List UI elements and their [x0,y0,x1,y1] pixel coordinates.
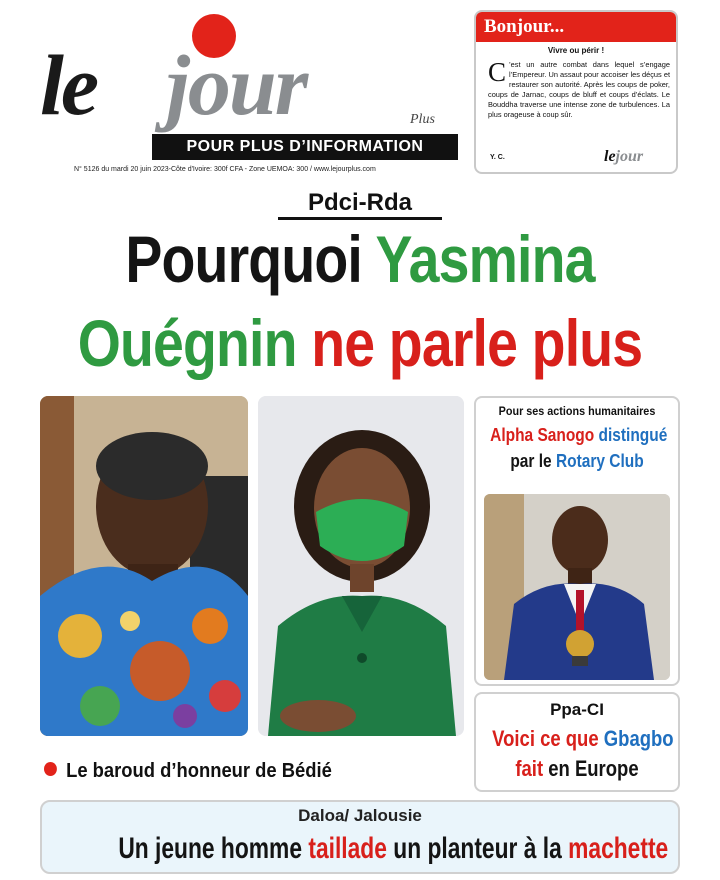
issue-line: N° 5126 du mardi 20 juin 2023-Côte d'Ivoire: 300f CFA - Zone UEMOA: 300 / www.lejourplus.com [74,166,376,173]
ppa-word-gbagbo: Gbagbo [603,726,674,751]
ppa-headline-line1 [492,726,674,751]
photo-bedie[interactable] [40,396,248,736]
headline-word-pourquoi: Pourquoi [125,222,362,296]
alpha-sanogo-box[interactable] [474,396,680,686]
ppa-ci-box[interactable] [474,692,680,792]
red-bullet-icon [44,762,57,776]
ppa-words-voici: Voici ce que [492,726,599,751]
logo-le: le [40,37,97,133]
photo-alpha-illustration [484,494,670,680]
daloa-word-taillade: taillade [308,832,387,865]
logo-plus: Plus [410,112,435,127]
main-kicker: Pdci-Rda [278,188,442,220]
alpha-headline-line2 [490,452,664,470]
main-headline-line2[interactable] [58,306,663,380]
daloa-headline [118,832,669,865]
daloa-story-box[interactable] [40,800,680,874]
photo-alpha-sanogo [484,494,670,680]
bonjour-title: Bonjour... [476,12,676,42]
alpha-word-rotary: Rotary Club [555,451,644,471]
tagline: POUR PLUS D’INFORMATION [152,134,458,160]
alpha-word-distingue: distingué [598,425,668,445]
daloa-kicker: Daloa/ Jalousie [298,806,422,825]
ppa-kicker: Ppa-CI [550,700,604,719]
bonjour-drop-cap: C [488,57,507,87]
ppa-headline-line2 [492,758,662,780]
photo-bedie-illustration [40,396,248,736]
masthead [40,8,460,180]
bonjour-logo [604,148,643,166]
ppa-word-fait: fait [515,756,544,781]
daloa-part3: un planteur à la [393,832,562,865]
alpha-headline-line1 [490,425,668,445]
bonjour-subtitle: Vivre ou périr ! [547,46,605,55]
headline-word-ouegnin: Ouégnin [77,306,297,380]
bonjour-text [488,57,670,120]
alpha-word-par-le: par le [510,451,552,471]
bonjour-signature: Y. C. [490,154,505,161]
headline-words-ne-parle-plus: ne parle plus [311,306,643,380]
bonjour-logo-le: le [604,148,616,165]
bonjour-editorial-box[interactable] [474,10,678,174]
bonjour-body: ’est un autre combat dans lequel s’engage l’Empereur. Un assaut pour accoiser les déçus et restaurer son autorité. Après les coups de poker, coups de Jarnac, coups de bluff et coups d’éclats. Le Bouddha traverse une intense zone de turbulences. La plus orageuse à coup sûr. [488,60,670,120]
alpha-kicker: Pour ses actions humanitaires [498,404,656,418]
ppa-words-en-europe: en Europe [548,756,639,781]
daloa-word-machette: machette [568,832,669,865]
photo-yasmina[interactable] [258,396,464,736]
alpha-name: Alpha Sanogo [490,425,595,445]
photo-yasmina-illustration [258,396,464,736]
bedie-caption[interactable] [44,760,332,783]
main-headline-line1[interactable] [58,222,663,296]
daloa-part1: Un jeune homme [118,832,303,865]
headline-word-yasmina: Yasmina [375,222,595,296]
bedie-caption-text: Le baroud d’honneur de Bédié [66,760,332,782]
logo-jour: jour [166,37,307,133]
bonjour-logo-jour: jour [615,148,644,165]
